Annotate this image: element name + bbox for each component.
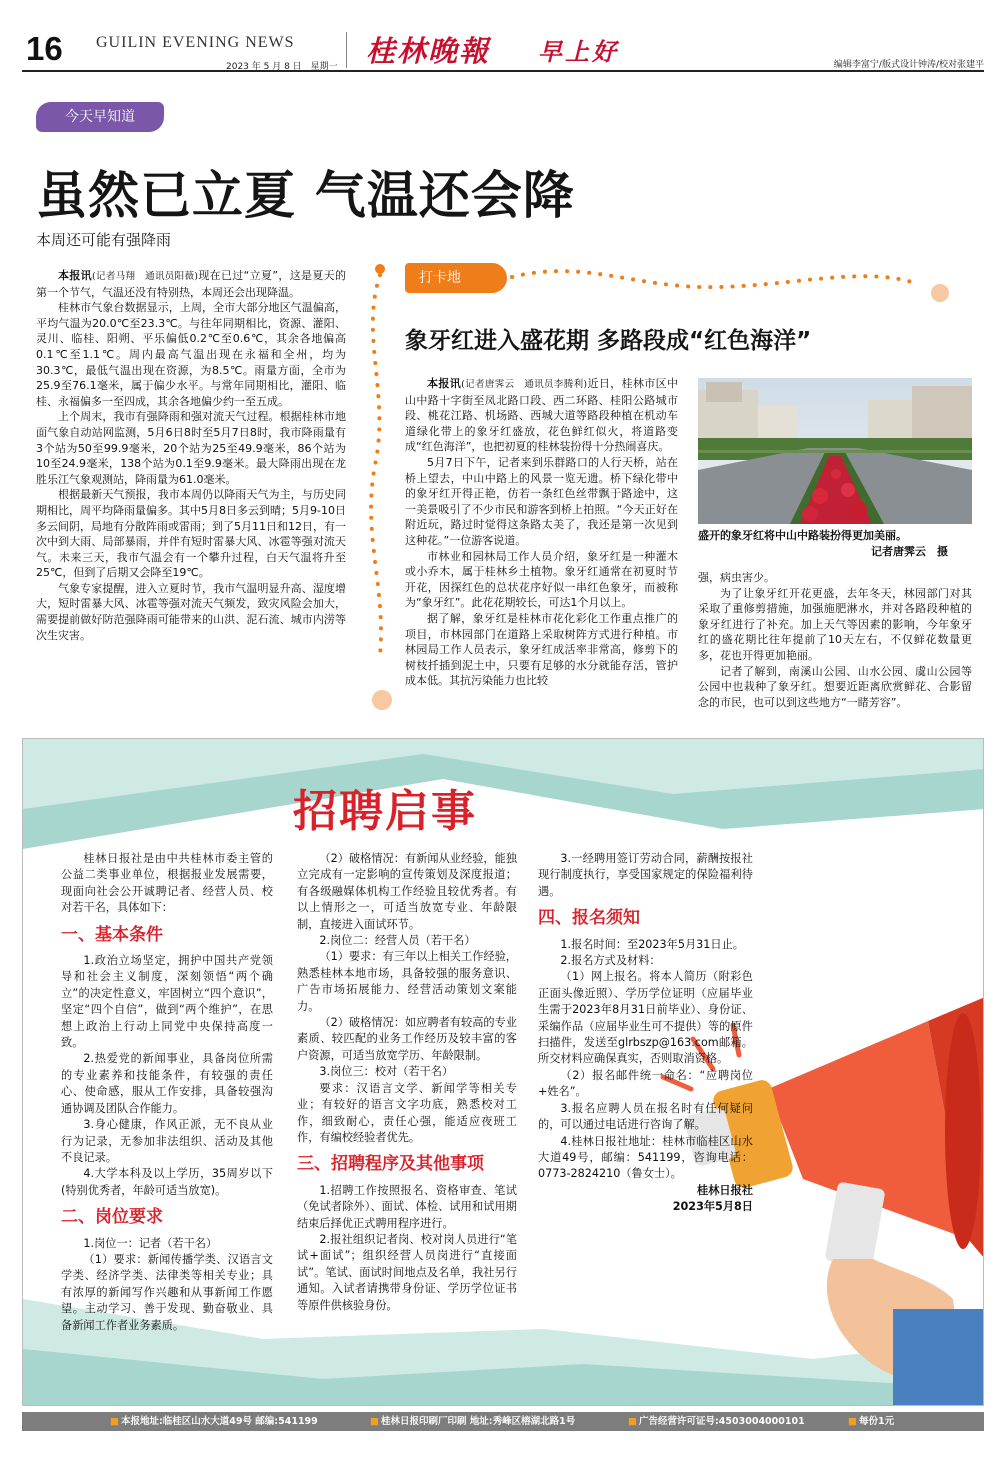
byline-note: (记者马翔 通讯员阳薇) (91, 271, 199, 282)
lead-headline: 虽然已立夏 气温还会降 (36, 167, 575, 226)
story2-paragraph: 记者了解到，南溪山公园、山水公园、虞山公园等公园中也栽种了象牙红。想要近距离欣赏鲜花、合影留念的市民，也可以到这些地方“一睹芳容”。 (698, 664, 972, 709)
lead-paragraph: 本报讯(记者马翔 通讯员阳薇)现在已过“立夏”，这是夏天的第一个节气，气温还没有特别热，本周还会出现降温。 (36, 269, 346, 299)
byline-note: (记者唐霁云 通讯员李腾利) (461, 379, 588, 390)
story2-paragraph-continued: 强，病虫害少。 (698, 571, 775, 584)
recruitment-col2 (297, 851, 517, 1314)
issue-date: 2023 年 5 月 8 日 星期一 (226, 62, 338, 72)
paper-name-en: GUILIN EVENING NEWS (96, 34, 295, 51)
column-tag-today: 今天早知道 (36, 102, 164, 132)
lead-paragraph: 根据最新天气预报，我市本周仍以降雨天气为主，与历史同期相比，周平均降雨量偏多。其中5月8日多云到晴；5月9-10日多云间阴，局地有分散阵雨或雷雨；到了5月11日和12日，有一次中到大雨、局部暴雨，并伴有短时雷暴大风、冰雹等强对流天气。未来三天，我市气温会有一个攀升过程，白天气温将升至25℃，但到了后期又会降至19℃。 (36, 488, 346, 580)
recruitment-intro: 桂林日报社是由中共桂林市委主管的公益二类事业单位，根据报业发展需要，现面向社会公开诚聘记者、经营人员、校对若干名，具体如下： (61, 852, 273, 915)
byline: 本报讯 (58, 269, 92, 282)
street-flower-photo (698, 378, 972, 524)
byline: 本报讯 (427, 377, 462, 390)
application-item: （2）报名邮件统一命名：“应聘岗位+姓名”。 (538, 1068, 753, 1099)
story2-body-col2 (698, 570, 972, 710)
application-item: 2.报名方式及材料： (560, 954, 661, 968)
story2-paragraph: 本报讯(记者唐霁云 通讯员李腾利)近日，桂林市区中山中路十字街至凤北路口段、西二环路、桂阳公路城市段、桃花江路、机场路、西城大道等路段种植在机动车道绿化带上的象牙红盛放，花色鲜红似火，将道路变成“红色海洋”，也把初夏的桂林装扮得十分热闹喜庆。 (405, 377, 678, 454)
requirement-item: 要求：汉语言文学、新闻学等相关专业；有较好的语言文字功底，熟悉校对工作，细致耐心，责任心强，能适应夜班工作，有编校经验者优先。 (297, 1081, 517, 1144)
lead-paragraph: 桂林市气象台数据显示，上周，全市大部分地区气温偏高，平均气温为20.0℃至23.3℃。与往年同期相比，资源、灌阳、灵川、临桂、阳朔、平乐偏低0.2℃至0.6℃，其余各地偏高0.1℃至1.1℃。周内最高气温出现在永福和全州，均为30.3℃，最低气温出现在资源，为8.5℃。雨量方面，全市为25.9至76.1毫米，属于偏少水平。与常年同期相比，灌阳、临桂、永福偏多一至四成，其余各地偏少约一至五成。 (36, 301, 346, 408)
section-heading-procedure: 三、招聘程序及其他事项 (297, 1154, 484, 1175)
editor-credits: 编辑李富宁/版式设计钟涛/校对张建平 (833, 60, 984, 70)
procedure-item: 3.一经聘用签订劳动合同，薪酬按报社现行制度执行，享受国家规定的保险福利待遇。 (538, 852, 753, 898)
requirement-item: 3.岗位三：校对（若干名） (319, 1065, 454, 1079)
condition-item: 3.身心健康，作风正派，无不良从业行为记录，无参加非法组织、活动及其他不良记录。 (61, 1118, 273, 1164)
requirement-item: 2.岗位二：经营人员（若干名） (319, 934, 476, 948)
story2-body-col1 (405, 376, 678, 689)
requirement-item: （2）破格情况：有新闻从业经验，能独立完成有一定影响的宣传策划及深度报道；有各级融媒体机构工作经验且较优秀者。有以上情形之一，可适当放宽专业、年龄限制，直接进入面试环节。 (297, 852, 517, 931)
requirement-item: （1）要求：新闻传播学类、汉语言文学类、经济学类、法律类等相关专业；具有浓厚的新闻写作兴趣和从事新闻工作愿望。主动学习、善于发现、勤奋敬业、具备新闻工作者业务素质。 (61, 1252, 273, 1332)
masthead (22, 28, 984, 72)
section-heading-basic-conditions: 一、基本条件 (61, 924, 163, 945)
requirement-item: （1）要求：有三年以上相关工作经验，熟悉桂林本地市场，具备较强的服务意识、广告市场拓展能力、经营活动策划文案能力。 (297, 950, 517, 1013)
footer-address: ■ 本报地址:临桂区山水大道49号 邮编:541199 (110, 1412, 318, 1431)
application-item: （1）网上报名。将本人简历（附彩色正面头像近照）、学历学位证明（应届毕业生需于2023年8月31日前毕业）、身份证、采编作品（应届毕业生可不提供）等的原件扫描件，发送至glrbszp@163.com邮箱。所交材料应确保真实，否则取消资格。 (538, 970, 753, 1066)
condition-item: 2.热爱党的新闻事业，具备岗位所需的专业素养和技能条件，有较强的责任心、使命感，服从工作安排，具备较强沟通协调及团队合作能力。 (61, 1052, 273, 1115)
section-heading-application: 四、报名须知 (538, 908, 640, 929)
column-tag-checkin: 打卡地 (405, 263, 507, 293)
application-item: 1.报名时间：至2023年5月31日止。 (560, 937, 744, 951)
notice-signer: 桂林日报社 (697, 1183, 753, 1197)
procedure-item: 1.招聘工作按照报名、资格审查、笔试（免试者除外）、面试、体检、试用和试用期结束后择优正式聘用程序进行。 (297, 1183, 517, 1230)
recruitment-title: 招聘启事 (293, 786, 477, 837)
condition-item: 4.大学本科及以上学历，35周岁以下(特别优秀者，年龄可适当放宽)。 (61, 1167, 273, 1197)
photo-caption (698, 528, 972, 560)
footer-printer: ■ 桂林日报印刷厂印刷 地址:秀峰区榕湖北路1号 (370, 1412, 575, 1431)
requirement-item: 1.岗位一：记者（若干名） (83, 1236, 218, 1250)
application-item: 4.桂林日报社地址：桂林市临桂区山水大道49号，邮编：541199，咨询电话：0773-2824210（鲁女士）。 (538, 1134, 753, 1181)
page-footer (22, 1412, 984, 1431)
page-number: 16 (26, 30, 63, 67)
story2-paragraph: 5月7日下午，记者来到乐群路口的人行天桥，站在桥上望去，中山中路上的风景一览无遗。桥下绿化带中的象牙红开得正艳，仿若一条红色丝带飘于路途中，这一美景吸引了不少市民和游客到桥上拍照。“今天正好在附近玩，路过时觉得这条路太美了，我还是第一次见到这种花。”一位游客说道。 (405, 455, 678, 547)
procedure-item: 2.报社组织记者岗、校对岗人员进行“笔试+面试”；组织经营人员岗进行“直接面试”。笔试、面试时间地点及名单，我社另行通知。入试者请携带身份证、学历学位证书等原件供核验身份。 (297, 1232, 517, 1312)
section-name: 早上好 (538, 37, 619, 66)
footer-price: ■ 每份1元 (848, 1412, 894, 1431)
photo-illustration (698, 378, 972, 524)
masthead-divider (346, 32, 347, 68)
caption-text: 盛开的象牙红将中山中路装扮得更加美丽。 (698, 529, 907, 542)
story2-paragraph: 为了让象牙红开花更盛，去年冬天，林园部门对其采取了重修剪措施，加强施肥淋水，并对各路段种植的象牙红进行了补充。加上天气等因素的影响，今年象牙红的盛花期比往年提前了10天左右，不仅鲜花数量更多，花也开得更加艳丽。 (698, 586, 972, 662)
lead-paragraph: 气象专家提醒，进入立夏时节，我市气温明显升高、湿度增大，短时雷暴大风、冰雹等强对流天气频发，致灾风险会加大，需要提前做好防范强降雨可能带来的山洪、泥石流、城市内涝等次生灾害。 (36, 581, 346, 642)
lead-subhead: 本周还可能有强降雨 (36, 231, 172, 249)
requirement-item: （2）破格情况：如应聘者有较高的专业素质、较匹配的业务工作经历及较丰富的客户资源，可适当放宽学历、年龄限制。 (297, 1016, 517, 1062)
story2-headline: 象牙红进入盛花期 多路段成“红色海洋” (405, 328, 812, 354)
section-heading-position-requirements: 二、岗位要求 (61, 1207, 163, 1228)
lead-article-body (36, 268, 346, 643)
condition-item: 1.政治立场坚定，拥护中国共产党领导和社会主义制度，深刻领悟“两个确立”的决定性意义，牢固树立“四个意识”，坚定“四个自信”，做到“两个维护”，在思想上政治上行动上同党中央保持高度一致。 (61, 954, 273, 1050)
story2-paragraph: 据了解，象牙红是桂林市花化彩化工作重点推广的项目，市林园部门在道路上采取树阵方式进行种植。市林园局工作人员表示，象牙红成活率非常高，修剪下的树枝扦插到泥土中，只要有足够的水分就能存活，管护成本低。其抗污染能力也比较 (405, 611, 678, 688)
photo-credit: 记者唐霁云 摄 (871, 545, 948, 558)
application-item: 3.报名应聘人员在报名时有任何疑问的，可以通过电话进行咨询了解。 (538, 1101, 753, 1132)
recruitment-col3 (538, 851, 753, 1216)
recruitment-col1 (61, 851, 273, 1334)
lead-paragraph: 上个周末，我市有强降雨和强对流天气过程。根据桂林市地面气象自动站网监测，5月6日8时至5月7日8时，我市降雨量有3个站为50至99.9毫米，20个站为25至49.9毫米，86个站为10至24.9毫米，138个站为0.1至9.9毫米。最大降雨出现在龙胜乐江气象观测站，降雨量为61.0毫米。 (36, 410, 346, 486)
notice-date: 2023年5月8日 (672, 1200, 753, 1214)
footer-license: ■ 广告经营许可证号:4503004000101 (628, 1412, 805, 1431)
story2-paragraph: 市林业和园林局工作人员介绍，象牙红是一种灌木或小乔木，属于桂林乡土植物。象牙红通常在初夏时节开花，因探红色的总状花序好似一串红色象牙，而被称为“象牙红”。此花花期较长，可达1个月以上。 (405, 549, 678, 610)
recruitment-notice (22, 738, 984, 1406)
paper-logo: 桂林晚報 (366, 34, 491, 68)
